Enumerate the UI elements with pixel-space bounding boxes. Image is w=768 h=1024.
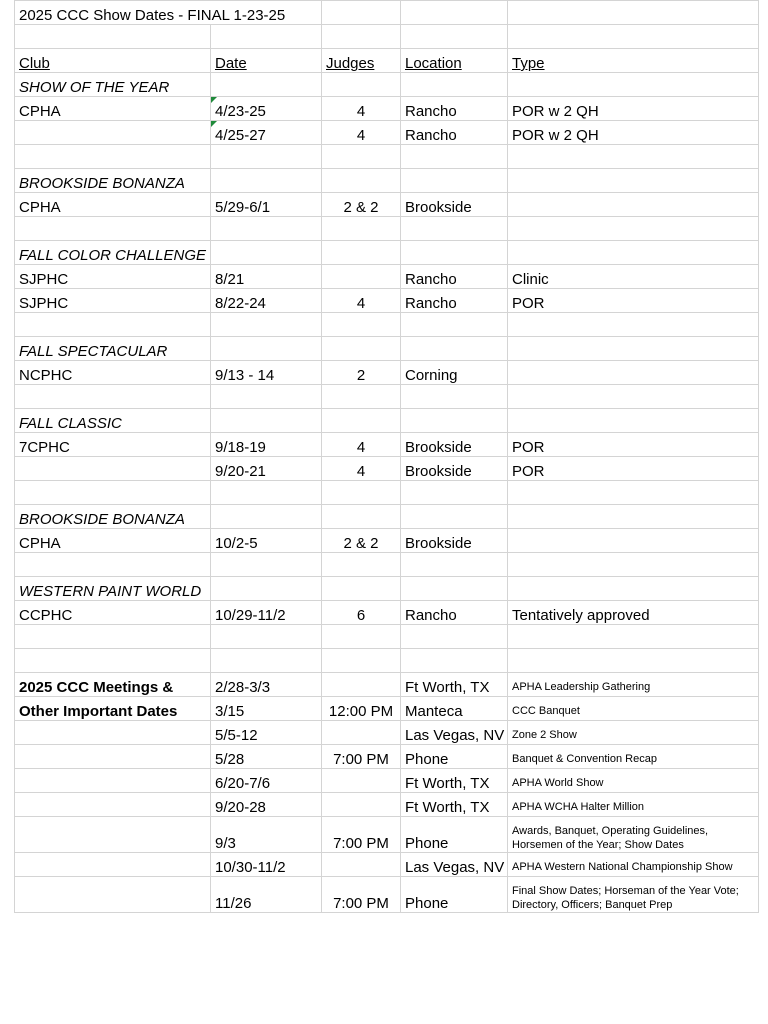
type-cell[interactable]: POR w 2 QH xyxy=(508,97,759,121)
description-cell[interactable]: CCC Banquet xyxy=(508,697,759,721)
type-cell[interactable]: POR w 2 QH xyxy=(508,121,759,145)
type-cell[interactable]: Clinic xyxy=(508,265,759,289)
meeting-row xyxy=(15,877,759,913)
show-heading-row xyxy=(15,337,759,361)
club-cell[interactable]: CPHA xyxy=(15,97,211,121)
description-cell[interactable]: APHA WCHA Halter Million xyxy=(508,793,759,817)
judges-cell[interactable]: 4 xyxy=(322,289,401,313)
location-cell[interactable]: Rancho xyxy=(401,97,508,121)
description-cell[interactable]: Zone 2 Show xyxy=(508,721,759,745)
date-cell[interactable]: 5/5-12 xyxy=(211,721,322,745)
header-row xyxy=(15,49,759,73)
show-name[interactable]: BROOKSIDE BONANZA xyxy=(15,169,211,193)
location-cell[interactable]: Manteca xyxy=(401,697,508,721)
show-heading-row xyxy=(15,409,759,433)
meeting-row xyxy=(15,817,759,853)
description-cell[interactable]: APHA Western National Championship Show xyxy=(508,853,759,877)
location-cell[interactable]: Phone xyxy=(401,877,508,913)
location-cell[interactable]: Brookside xyxy=(401,457,508,481)
meetings-label[interactable]: Other Important Dates xyxy=(15,697,211,721)
show-name[interactable]: FALL CLASSIC xyxy=(15,409,211,433)
cell-comment-marker xyxy=(211,121,217,127)
type-cell[interactable]: POR xyxy=(508,433,759,457)
table-row xyxy=(15,457,759,481)
date-cell[interactable]: 9/20-28 xyxy=(211,793,322,817)
location-cell[interactable]: Brookside xyxy=(401,193,508,217)
table-row xyxy=(15,121,759,145)
date-cell[interactable] xyxy=(211,97,322,121)
table-row xyxy=(15,361,759,385)
time-cell[interactable]: 7:00 PM xyxy=(322,877,401,913)
location-cell[interactable]: Las Vegas, NV xyxy=(401,853,508,877)
date-cell[interactable]: 3/15 xyxy=(211,697,322,721)
date-text: 4/23-25 xyxy=(215,103,266,120)
date-cell[interactable]: 10/29-11/2 xyxy=(211,601,322,625)
club-cell[interactable]: 7CPHC xyxy=(15,433,211,457)
date-cell[interactable]: 10/2-5 xyxy=(211,529,322,553)
header-date[interactable]: Date xyxy=(211,49,322,73)
show-name[interactable]: BROOKSIDE BONANZA xyxy=(15,505,211,529)
club-cell[interactable]: SJPHC xyxy=(15,289,211,313)
show-name[interactable]: SHOW OF THE YEAR xyxy=(15,73,211,97)
date-text: 4/25-27 xyxy=(215,127,266,144)
show-heading-row xyxy=(15,241,759,265)
judges-cell[interactable]: 6 xyxy=(322,601,401,625)
description-cell[interactable]: APHA Leadership Gathering xyxy=(508,673,759,697)
time-cell[interactable] xyxy=(322,853,401,877)
meeting-row xyxy=(15,745,759,769)
table-row xyxy=(15,433,759,457)
type-cell[interactable] xyxy=(508,529,759,553)
description-cell[interactable]: Banquet & Convention Recap xyxy=(508,745,759,769)
meeting-row xyxy=(15,721,759,745)
judges-cell[interactable]: 4 xyxy=(322,457,401,481)
location-cell[interactable]: Ft Worth, TX xyxy=(401,769,508,793)
type-cell[interactable]: POR xyxy=(508,457,759,481)
location-cell[interactable]: Brookside xyxy=(401,433,508,457)
date-cell[interactable]: 8/21 xyxy=(211,265,322,289)
club-cell[interactable] xyxy=(15,457,211,481)
meeting-row xyxy=(15,769,759,793)
judges-cell[interactable]: 2 & 2 xyxy=(322,193,401,217)
location-cell[interactable]: Brookside xyxy=(401,529,508,553)
date-cell[interactable]: 5/29-6/1 xyxy=(211,193,322,217)
description-cell[interactable]: Awards, Banquet, Operating Guidelines, Horsemen of the Year; Show Dates xyxy=(508,817,759,853)
location-cell[interactable]: Phone xyxy=(401,745,508,769)
type-cell[interactable]: Tentatively approved xyxy=(508,601,759,625)
header-location[interactable]: Location xyxy=(401,49,508,73)
table-row xyxy=(15,265,759,289)
location-cell[interactable]: Phone xyxy=(401,817,508,853)
time-cell[interactable]: 12:00 PM xyxy=(322,697,401,721)
header-judges[interactable]: Judges xyxy=(322,49,401,73)
table-row xyxy=(15,289,759,313)
spreadsheet-grid xyxy=(14,0,759,913)
location-cell[interactable]: Ft Worth, TX xyxy=(401,673,508,697)
show-name[interactable]: WESTERN PAINT WORLD xyxy=(15,577,211,601)
table-row xyxy=(15,193,759,217)
date-cell[interactable]: 9/13 - 14 xyxy=(211,361,322,385)
time-cell[interactable]: 7:00 PM xyxy=(322,745,401,769)
location-cell[interactable]: Ft Worth, TX xyxy=(401,793,508,817)
date-cell[interactable] xyxy=(211,121,322,145)
club-cell[interactable]: CCPHC xyxy=(15,601,211,625)
judges-cell[interactable]: 2 & 2 xyxy=(322,529,401,553)
time-cell[interactable] xyxy=(322,721,401,745)
show-heading-row xyxy=(15,505,759,529)
meeting-row xyxy=(15,793,759,817)
show-name[interactable]: FALL SPECTACULAR xyxy=(15,337,211,361)
show-heading-row xyxy=(15,73,759,97)
meeting-row xyxy=(15,697,759,721)
header-club[interactable]: Club xyxy=(15,49,211,73)
date-cell[interactable]: 2/28-3/3 xyxy=(211,673,322,697)
club-cell[interactable]: NCPHC xyxy=(15,361,211,385)
meetings-label[interactable]: 2025 CCC Meetings & xyxy=(15,673,211,697)
description-cell[interactable]: APHA World Show xyxy=(508,769,759,793)
club-cell[interactable] xyxy=(15,121,211,145)
sheet-title[interactable]: 2025 CCC Show Dates - FINAL 1-23-25 xyxy=(15,1,322,25)
date-cell[interactable]: 10/30-11/2 xyxy=(211,853,322,877)
date-cell[interactable]: 9/18-19 xyxy=(211,433,322,457)
judges-cell[interactable]: 4 xyxy=(322,97,401,121)
location-cell[interactable]: Rancho xyxy=(401,121,508,145)
location-cell[interactable]: Rancho xyxy=(401,601,508,625)
meeting-row xyxy=(15,673,759,697)
table-row xyxy=(15,529,759,553)
date-cell[interactable]: 5/28 xyxy=(211,745,322,769)
table-row xyxy=(15,97,759,121)
time-cell[interactable] xyxy=(322,793,401,817)
judges-cell[interactable]: 2 xyxy=(322,361,401,385)
type-cell[interactable] xyxy=(508,361,759,385)
time-cell[interactable]: 7:00 PM xyxy=(322,817,401,853)
date-cell[interactable]: 6/20-7/6 xyxy=(211,769,322,793)
date-cell[interactable]: 9/3 xyxy=(211,817,322,853)
description-cell[interactable]: Final Show Dates; Horseman of the Year Vote; Directory, Officers; Banquet Prep xyxy=(508,877,759,913)
location-cell[interactable]: Rancho xyxy=(401,265,508,289)
header-type[interactable]: Type xyxy=(508,49,759,73)
location-cell[interactable]: Las Vegas, NV xyxy=(401,721,508,745)
judges-cell[interactable]: 4 xyxy=(322,121,401,145)
cell-comment-marker xyxy=(211,97,217,103)
judges-cell[interactable] xyxy=(322,265,401,289)
type-cell[interactable] xyxy=(508,193,759,217)
title-row xyxy=(15,1,759,25)
show-heading-row xyxy=(15,169,759,193)
time-cell[interactable] xyxy=(322,769,401,793)
date-cell[interactable]: 9/20-21 xyxy=(211,457,322,481)
club-cell[interactable]: CPHA xyxy=(15,529,211,553)
location-cell[interactable]: Corning xyxy=(401,361,508,385)
table-row xyxy=(15,601,759,625)
club-cell[interactable]: SJPHC xyxy=(15,265,211,289)
date-cell[interactable]: 8/22-24 xyxy=(211,289,322,313)
show-name[interactable]: FALL COLOR CHALLENGE xyxy=(15,241,211,265)
time-cell[interactable] xyxy=(322,673,401,697)
date-cell[interactable]: 11/26 xyxy=(211,877,322,913)
type-cell[interactable]: POR xyxy=(508,289,759,313)
location-cell[interactable]: Rancho xyxy=(401,289,508,313)
judges-cell[interactable]: 4 xyxy=(322,433,401,457)
club-cell[interactable]: CPHA xyxy=(15,193,211,217)
meeting-row xyxy=(15,853,759,877)
show-heading-row xyxy=(15,577,759,601)
